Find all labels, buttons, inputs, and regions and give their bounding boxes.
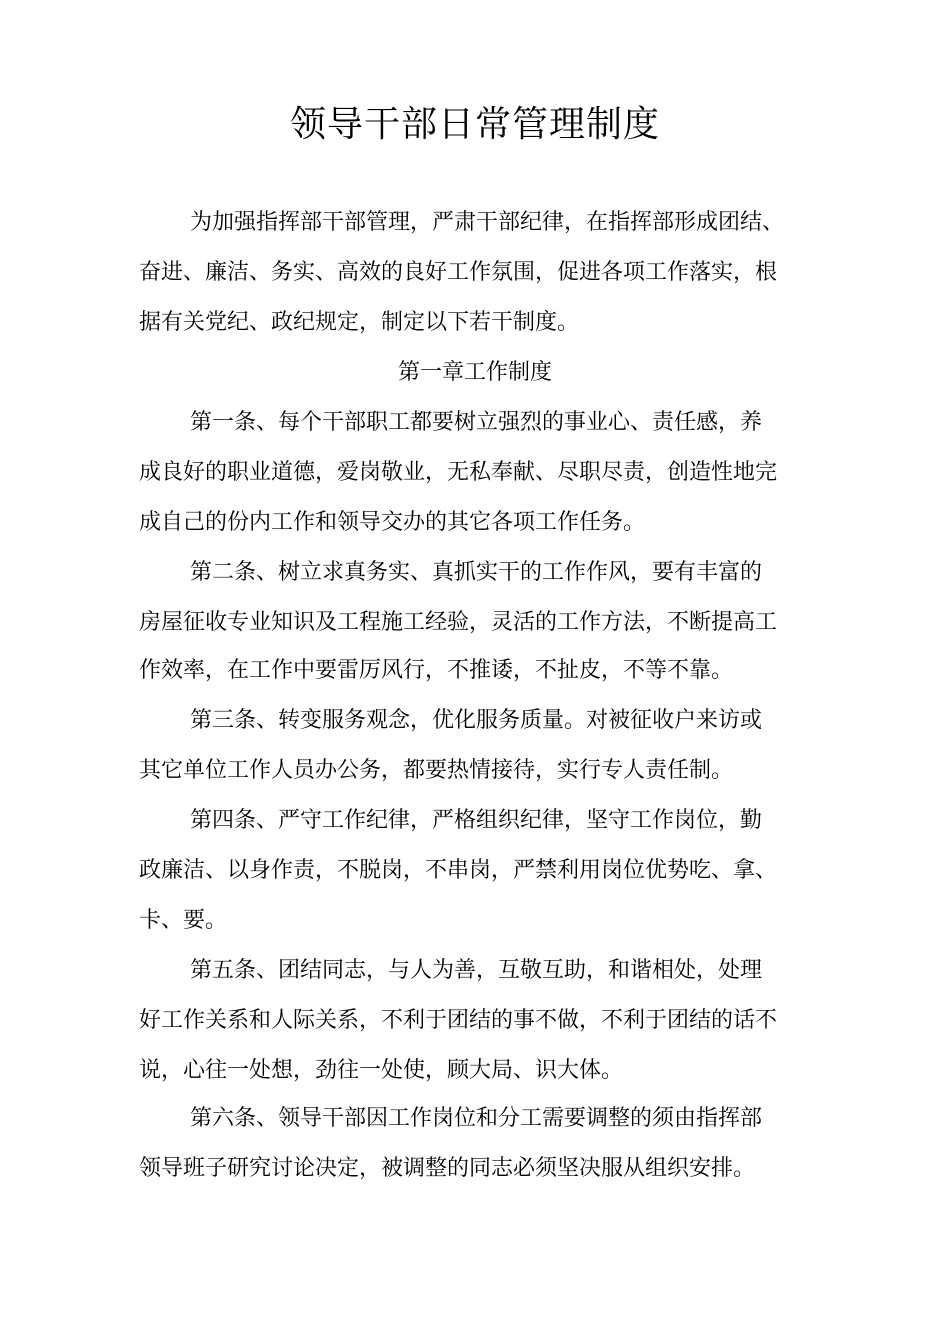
document-title: 领导干部日常管理制度 <box>289 104 660 145</box>
preamble-line-2: 奋进、廉洁、务实、高效的良好工作氛围，促进各项工作落实，根 <box>139 260 778 285</box>
article-3-line-1: 第三条、转变服务观念，优化服务质量。对被征收户来访或 <box>190 708 763 733</box>
article-4-line-2: 政廉洁、以身作责，不脱岗，不串岗，严禁利用岗位优势吃、拿、 <box>139 858 778 883</box>
article-1-line-3: 成自己的份内工作和领导交办的其它各项工作任务。 <box>139 510 646 535</box>
article-5-line-2: 好工作关系和人际关系，不利于团结的事不做，不利于团结的话不 <box>139 1008 778 1033</box>
article-4-line-1: 第四条、严守工作纪律，严格组织纪律，坚守工作岗位，勤 <box>190 808 763 833</box>
article-2-line-1: 第二条、树立求真务实、真抓实干的工作作风，要有丰富的 <box>190 560 763 585</box>
article-2-line-2: 房屋征收专业知识及工程施工经验，灵活的工作方法，不断提高工 <box>139 610 778 635</box>
article-2-line-3: 作效率，在工作中要雷厉风行，不推诿，不扯皮，不等不靠。 <box>139 658 734 683</box>
article-6-line-1: 第六条、领导干部因工作岗位和分工需要调整的须由指挥部 <box>190 1106 763 1131</box>
preamble-line-1: 为加强指挥部干部管理，严肃干部纪律，在指挥部形成团结、 <box>190 210 785 235</box>
article-1-line-2: 成良好的职业道德，爱岗敬业，无私奉献、尽职尽责，创造性地完 <box>139 460 778 485</box>
article-5-line-3: 说，心往一处想，劲往一处使，顾大局、识大体。 <box>139 1058 624 1083</box>
article-1-line-1: 第一条、每个干部职工都要树立强烈的事业心、责任感，养 <box>190 410 763 435</box>
article-6-line-2: 领导班子研究讨论决定，被调整的同志必须坚决服从组织安排。 <box>139 1156 756 1181</box>
article-5-line-1: 第五条、团结同志，与人为善，互敬互助，和谐相处，处理 <box>190 958 763 983</box>
chapter-heading: 第一章工作制度 <box>397 360 552 385</box>
article-4-line-3: 卡、要。 <box>139 908 228 933</box>
preamble-line-3: 据有关党纪、政纪规定，制定以下若干制度。 <box>139 310 580 335</box>
article-3-line-2: 其它单位工作人员办公务，都要热情接待，实行专人责任制。 <box>139 758 734 783</box>
